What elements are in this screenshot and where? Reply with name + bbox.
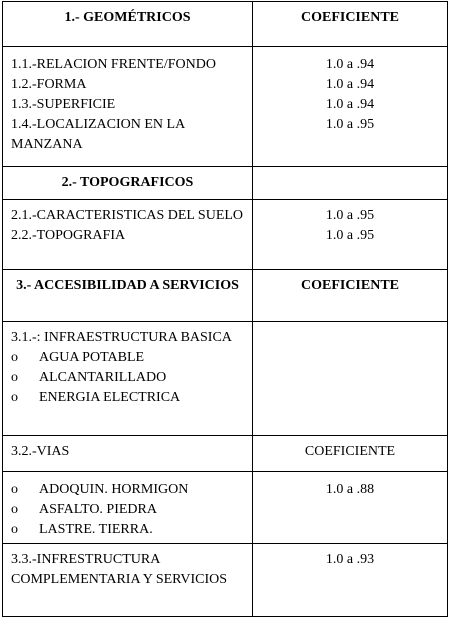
list-item: o ALCANTARILLADO: [11, 368, 246, 388]
table-row: [3, 472, 448, 544]
section-title-accesibilidad: 3.- ACCESIBILIDAD A SERVICIOS: [16, 278, 239, 293]
list-item: 2.2.-TOPOGRAFIA: [11, 228, 126, 243]
table-cell: [253, 544, 448, 617]
table-cell: [3, 2, 253, 47]
list-item: 1.3.-SUPERFICIE: [11, 97, 116, 112]
coef-value: 1.0 a .88: [325, 482, 375, 497]
table-cell: [3, 167, 253, 200]
bullet-marker: o: [11, 390, 18, 405]
coef-value: 1.0 a .94: [325, 57, 375, 72]
coef-header: COEFICIENTE: [300, 10, 400, 25]
table-row: [3, 436, 448, 472]
list-item: 1.2.-FORMA: [11, 77, 87, 92]
table-cell: [253, 270, 448, 322]
coef-value: 1.0 a .95: [325, 228, 375, 243]
list-item: o ASFALTO. PIEDRA: [11, 500, 246, 520]
table-cell: [3, 472, 253, 544]
table-row: [3, 167, 448, 200]
table-row: [3, 47, 448, 167]
coef-value: 1.0 a .94: [325, 97, 375, 112]
table-cell: [253, 2, 448, 47]
list-item: o ADOQUIN. HORMIGON: [11, 480, 246, 500]
table-row: [3, 322, 448, 436]
coef-value: 1.0 a .95: [325, 117, 375, 132]
coef-value: 1.0 a .94: [325, 77, 375, 92]
list-item: o ENERGIA ELECTRICA: [11, 388, 246, 408]
list-item: o AGUA POTABLE: [11, 348, 246, 368]
table-row: [3, 544, 448, 617]
table-cell: [3, 544, 253, 617]
coefficients-table: [2, 1, 448, 617]
subsection-title: 3.3.-INFRESTRUCTURA COMPLEMENTARIA Y SERVICIOS: [11, 552, 228, 587]
list-item: 1.1.-RELACION FRENTE/FONDO: [11, 57, 216, 72]
bullet-marker: o: [11, 482, 18, 497]
table-cell: [253, 436, 448, 472]
coef-value: 1.0 a .95: [325, 208, 375, 223]
table-cell: [253, 472, 448, 544]
bullet-marker: o: [11, 370, 18, 385]
table-cell: [3, 270, 253, 322]
table-row: [3, 270, 448, 322]
list-item: 1.4.-LOCALIZACION EN LA MANZANA: [11, 117, 185, 152]
table-cell: [3, 322, 253, 436]
section-title-topograficos: 2.- TOPOGRAFICOS: [61, 175, 194, 190]
table-row: [3, 200, 448, 270]
subsection-title: 3.2.-VIAS: [11, 444, 70, 459]
list-item: o LASTRE. TIERRA.: [11, 520, 246, 540]
bullet-marker: o: [11, 350, 18, 365]
table-row: [3, 2, 448, 47]
table-cell: [3, 200, 253, 270]
coef-header: COEFICIENTE: [304, 444, 396, 459]
bullet-marker: o: [11, 502, 18, 517]
section-title-geometricos: 1.- GEOMÉTRICOS: [64, 10, 191, 25]
list-item: 2.1.-CARACTERISTICAS DEL SUELO: [11, 208, 244, 223]
table-cell: [3, 436, 253, 472]
coef-value: 1.0 a .93: [325, 552, 375, 567]
table-cell: [253, 200, 448, 270]
bullet-marker: o: [11, 522, 18, 537]
table-cell: [253, 322, 448, 436]
table-cell: [253, 167, 448, 200]
table-cell: [253, 47, 448, 167]
table-cell: [3, 47, 253, 167]
coef-header: COEFICIENTE: [300, 278, 400, 293]
subsection-title: 3.1.-: INFRAESTRUCTURA BASICA: [11, 330, 232, 345]
